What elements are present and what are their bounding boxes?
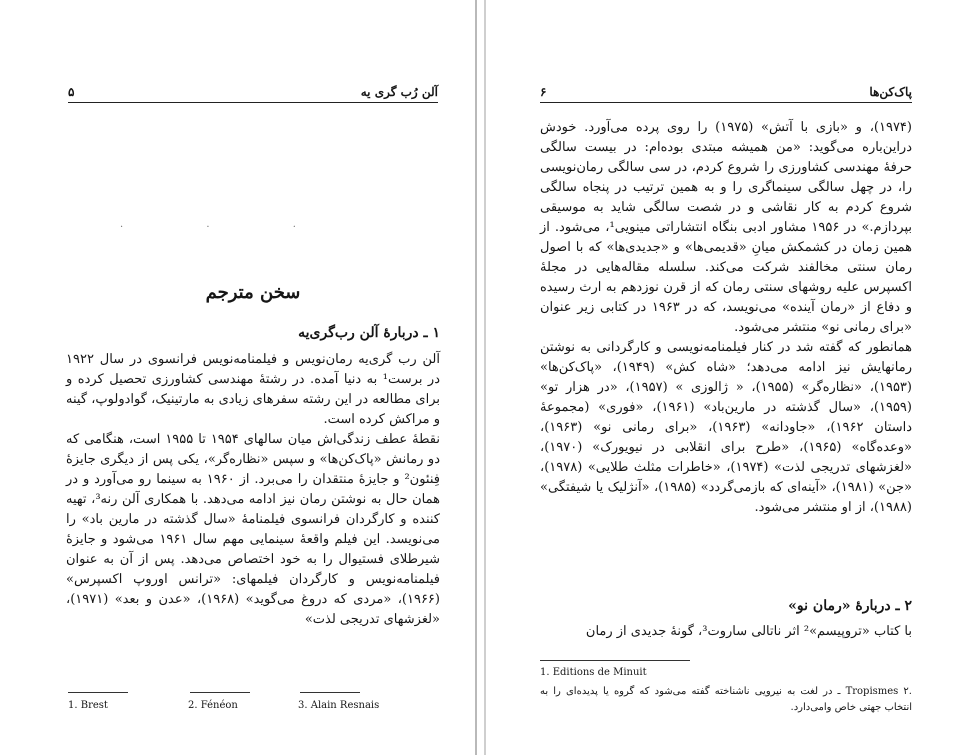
right-page-header	[540, 84, 912, 103]
footnote-rule	[68, 692, 128, 693]
footnote: 1. Brest	[68, 700, 108, 711]
paragraph: (۱۹۷۴)، و «بازی با آتش» (۱۹۷۵) را روی پرده می‌آورد. خودش دراین‌باره می‌گوید: «من همیشه مبتدی بوده‌ام: در بیست سالگی حرفهٔ مهندسی کشاورزی را شروع کردم، در سی سالگی رمان‌نویسی را، در چهل سالگی سینماگری را و به همین ترتیب در پنجاه سالگی شروع کردم به کار نقاشی و در شصت سالگی شاید به موسیقی بپردازم.» در ۱۹۵۶ مشاور ادبی بنگاه انتشاراتی مینویی¹، می‌شود. از همین زمان در کشمکش میانِ «قدیمی‌ها» و «جدیدی‌ها» که با اصول رمان سنتی مخالفند شرکت می‌کند. سلسله مقاله‌هایی در مجلهٔ اکسپرس علیه روشهای سنتی رمان که از قرن نوزدهم به ارث رسیده و دفاع از «رمان آینده» می‌نویسد، که در ۱۹۶۳ در کتابی زیر عنوان «برای رمانی نو» منتشر می‌شود.	[540, 120, 913, 335]
left-footnotes	[68, 700, 440, 711]
right-running-title: پاک‌کن‌ها	[869, 85, 912, 99]
right-body-text	[540, 118, 912, 518]
paragraph: آلن رب گری‌یه رمان‌نویس و فیلمنامه‌نویس فرانسوی در سال ۱۹۲۲ در برست¹ به دنیا آمده. در رشتهٔ مهندسی کشاورزی تحصیل کرده و برای مطالعه در این رشته سفرهای زیادی به مارتینیک، گوادولوپ، گینه و مراکش کرده است.	[66, 352, 440, 427]
paragraph: نقطهٔ عطف زندگی‌اش میان سالهای ۱۹۵۴ تا ۱۹۵۵ است، هنگامی که دو رمانش «پاک‌کن‌ها» و سپس «نظاره‌گر»، یکی پس از دیگری جایزهٔ فِنئون² و جایزهٔ منتقدان را می‌برد. از ۱۹۶۰ به سینما رو می‌آورد و در همان حال به نوشتن رمان نیز ادامه می‌دهد. با همکاری آلن رنه³، تهیه کننده و کارگردان فرانسوی فیلمنامهٔ «سال گذشته در مارین باد» را می‌نویسد. این فیلم واقعهٔ سینمایی مهم سال ۱۹۶۱ می‌شود و جایزهٔ شیرطلای فستیوال را به خود اختصاص می‌دهد. پس از آن به عنوان فیلمنامه‌نویس و کارگردان فیلمهای: «ترانس اوروپ اکسپرس» (۱۹۶۶)، «مردی که دروغ می‌گوید» (۱۹۶۸)، «عدن و بعد» (۱۹۷۱)، «لغزشهای تدریجی لذت»	[66, 432, 440, 627]
paragraph: همانطور که گفته شد در کنار فیلمنامه‌نویسی و کارگردانی به نوشتن رمانهایش نیز ادامه می‌دهد؛ «شاه کش» (۱۹۴۹)، «پاک‌کن‌ها» (۱۹۵۳)، «نظاره‌گر» (۱۹۵۵)، « ژالوزی » (۱۹۵۷)، «در هزار تو» (۱۹۵۹)، «سال گذشته در مارین‌باد» (۱۹۶۱)، «فوری» (مجموعهٔ داستان ۱۹۶۲)، «جاودانه» (۱۹۶۳)، «برای رمانی نو» (۱۹۶۳)، «وعده‌گاه» (۱۹۶۵)، «طرح برای انقلابی در نیویورک» (۱۹۷۰)، «لغزشهای تدریجی لذت» (۱۹۷۴)، «خاطرات مثلث طلایی» (۱۹۷۸)، «جن» (۱۹۸۱)، «آینه‌ای که بازمی‌گردد» (۱۹۸۵)، «آنژلیک یا شیفتگی» (۱۹۸۸)، از او منتشر می‌شود.	[540, 340, 913, 515]
footnote: 2. Fénéon	[188, 700, 238, 711]
footnote: 3. Alain Resnais	[298, 700, 380, 711]
left-body-text	[66, 350, 440, 630]
footnote: 1. Editions de Minuit	[540, 667, 647, 678]
right-page-number: ۶	[540, 85, 547, 99]
left-page-header	[68, 84, 438, 103]
left-page	[0, 0, 475, 755]
scan-specks: · · ·	[120, 222, 336, 233]
book-spine-shadow	[475, 0, 477, 755]
left-running-title: آلن رُب گری یه	[360, 85, 438, 99]
section-heading-1: ۱ ـ دربارهٔ آلن رب‌گری‌یه	[298, 325, 440, 341]
right-page	[486, 0, 961, 755]
section-heading-2: ۲ ـ دربارهٔ «رمان نو»	[788, 598, 912, 614]
right-section-text	[540, 622, 912, 642]
footnote-rule	[300, 692, 360, 693]
paragraph: با کتاب «تروپیسم»² اثر ناتالی ساروت³، گونهٔ جدیدی از رمان	[585, 624, 912, 639]
left-page-number: ۵	[68, 85, 75, 99]
footnote-rule	[540, 660, 690, 661]
footnote: .Tropismes ۲ ـ در لغت به نیرویی ناشناخته گفته می‌شود که گروه یا پدیده‌ای را به انتخاب جهتی خاص وامی‌دارد.	[540, 686, 912, 713]
footnote-rule	[190, 692, 250, 693]
translator-heading: سخن مترجم	[205, 282, 301, 303]
